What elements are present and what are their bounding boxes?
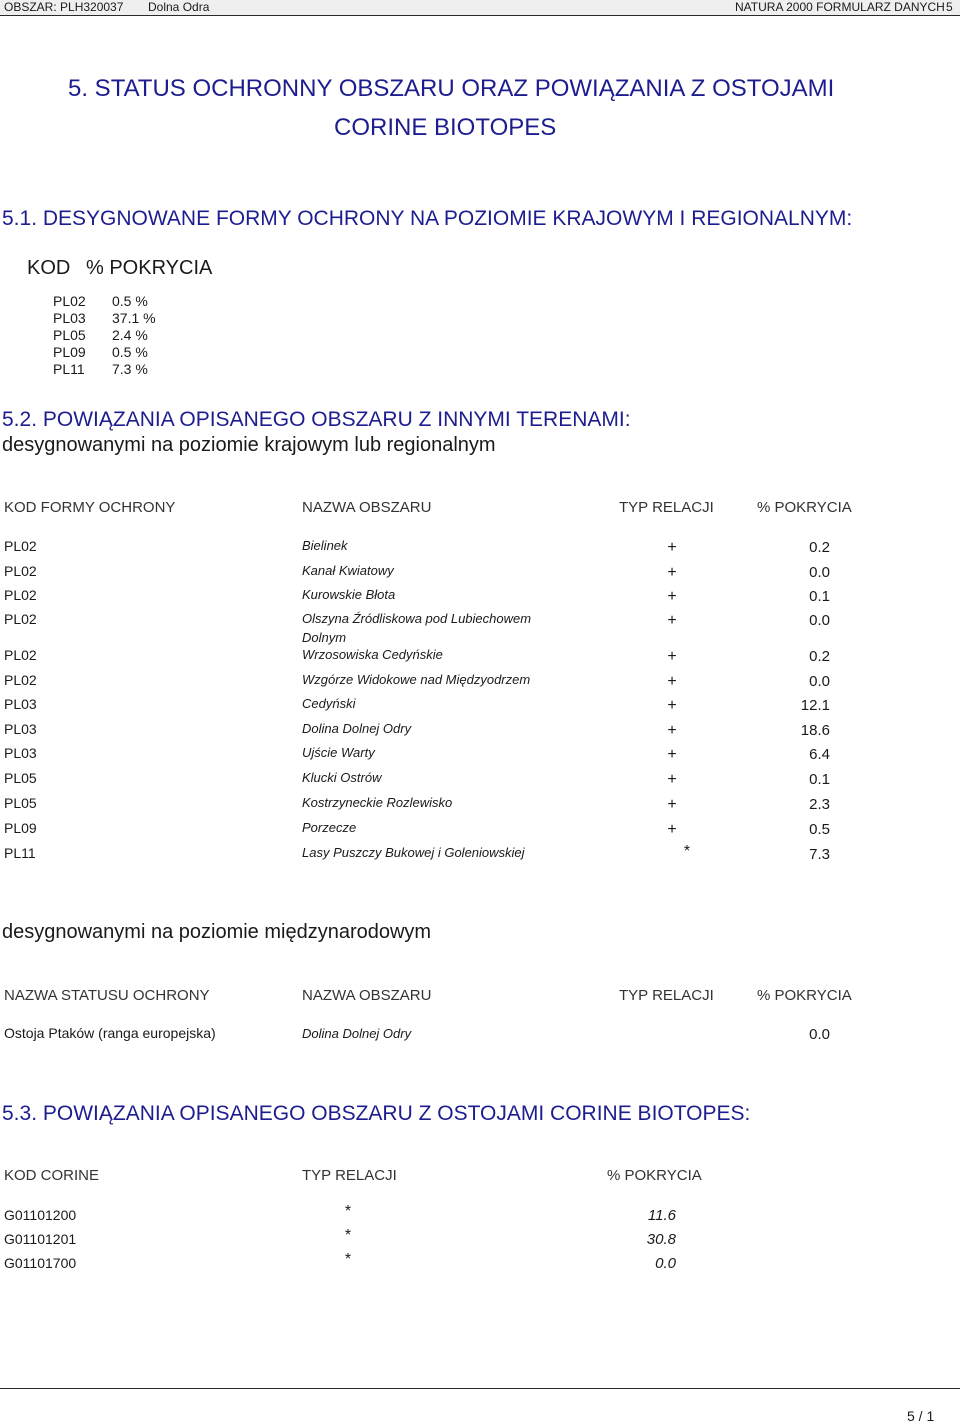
table-row-code: G01101700 [4,1255,77,1271]
table-row-code: PL03 [4,696,37,712]
table-row-cover: 18.6 [800,722,830,739]
table-row-cover: 6.4 [809,746,830,763]
table-row-cover: 7.3 [809,846,830,863]
table-row-cover: 2.3 [809,796,830,813]
section-5-2-subtitle-international: desygnowanymi na poziomie międzynarodowym [2,921,432,943]
table-row-relation: + [667,796,677,813]
table-row-relation: + [667,588,677,605]
table-row-code: PL02 [4,563,37,579]
list-item-code: PL02 [53,293,86,309]
list-item-code: PL05 [53,327,86,343]
table-row-cover: 11.6 [647,1207,676,1224]
section-5-1-title: 5.1. DESYGNOWANE FORMY OCHRONY NA POZIOMIE KRAJOWYM I REGIONALNYM: [2,207,853,230]
table-row-cover: 0.1 [809,588,830,605]
section-5-2-title: 5.2. POWIĄZANIA OPISANEGO OBSZARU Z INNYMI TERENAMI: [2,408,631,431]
table-row-status: Ostoja Ptaków (ranga europejska) [4,1025,216,1041]
table-row-code: PL02 [4,647,37,663]
table-row-relation: + [667,697,677,714]
table-row-name: Kostrzyneckie Rozlewisko [302,795,453,810]
table-row-relation: + [667,564,677,581]
header-area-name: Dolna Odra [148,0,210,14]
table-row-name: Wrzosowiska Cedyńskie [302,647,443,662]
list-item-cover: 0.5 % [112,293,148,309]
table-row-cover: 12.1 [800,697,830,714]
table-row-relation: + [667,746,677,763]
list-item-cover: 7.3 % [112,361,148,377]
national-header-code: KOD FORMY OCHRONY [4,499,176,516]
table-row-name: Bielinek [302,538,348,553]
international-header-status: NAZWA STATUSU OCHRONY [4,987,210,1004]
header-divider [0,15,960,16]
table-row-code: G01101201 [4,1231,77,1247]
table-row-code: G01101200 [4,1207,77,1223]
table-row-cover: 0.2 [809,539,830,556]
international-header-cover: % POKRYCIA [757,987,852,1004]
table-row-name: Dolina Dolnej Odry [302,1026,412,1041]
header-form-title: NATURA 2000 FORMULARZ DANYCH [735,0,945,14]
table-row-cover: 0.0 [809,673,830,690]
table-row-code: PL02 [4,672,37,688]
table-row-cover: 0.0 [809,612,830,629]
table-row-name: Olszyna Źródliskowa pod Lubiechowem Dolnym [302,611,532,645]
table-row-relation: * [344,1251,352,1268]
table-row-relation: + [667,821,677,838]
table-row-name: Dolina Dolnej Odry [302,721,412,736]
header-area-code: OBSZAR: PLH320037 [4,0,124,14]
header-page-number: 5 [946,0,953,14]
international-header-name: NAZWA OBSZARU [302,987,432,1004]
table-row-cover: 0.0 [655,1255,676,1272]
footer-divider [0,1388,960,1389]
table-row-cover: 0.5 [809,821,830,838]
page-header [0,0,960,15]
table-row-cover: 30.8 [646,1231,676,1248]
corine-header-code: KOD CORINE [4,1167,100,1184]
list-item-code: PL11 [53,361,85,377]
section-5-2-subtitle-national: desygnowanymi na poziomie krajowym lub regionalnym [2,434,496,456]
footer-page-label: 5 / 1 [907,1408,935,1424]
table-row-cover: 0.0 [809,1026,830,1043]
table-row-cover: 0.0 [809,564,830,581]
table-row-relation: + [667,771,677,788]
table-row-cover: 0.2 [809,648,830,665]
national-header-name: NAZWA OBSZARU [302,499,432,516]
list-item-cover: 37.1 % [112,310,156,326]
table-row-relation: + [667,612,677,629]
list-item-cover: 2.4 % [112,327,148,343]
table-row-relation: * [683,843,691,860]
corine-header-relation: TYP RELACJI [302,1167,397,1184]
section-5-1-col-code: KOD [27,257,71,279]
table-row-code: PL11 [4,845,36,861]
table-row-name: Kurowskie Błota [302,587,396,602]
section-5-3-title: 5.3. POWIĄZANIA OPISANEGO OBSZARU Z OSTOJAMI CORINE BIOTOPES: [2,1102,751,1125]
section-5-1-col-cover: % POKRYCIA [86,257,213,279]
national-header-cover: % POKRYCIA [757,499,852,516]
national-header-relation: TYP RELACJI [619,499,714,516]
table-row-name: Wzgórze Widokowe nad Międzyodrzem [302,672,531,687]
table-row-relation: + [667,648,677,665]
table-row-relation: + [667,722,677,739]
table-row-relation: * [344,1203,352,1220]
table-row-relation: + [667,673,677,690]
table-row-name: Lasy Puszczy Bukowej i Goleniowskiej [302,845,525,860]
table-row-name: Ujście Warty [302,745,375,760]
table-row-relation: * [344,1227,352,1244]
corine-header-cover: % POKRYCIA [607,1167,702,1184]
list-item-code: PL09 [53,344,86,360]
section-5-title-line2: CORINE BIOTOPES [334,114,557,141]
table-row-name: Klucki Ostrów [302,770,382,785]
table-row-code: PL03 [4,745,37,761]
table-row-name: Kanał Kwiatowy [302,563,394,578]
international-header-relation: TYP RELACJI [619,987,714,1004]
table-row-relation: + [667,539,677,556]
table-row-name: Porzecze [302,820,357,835]
table-row-code: PL05 [4,795,37,811]
table-row-code: PL05 [4,770,37,786]
table-row-cover: 0.1 [809,771,830,788]
table-row-code: PL02 [4,611,37,627]
list-item-cover: 0.5 % [112,344,148,360]
table-row-code: PL02 [4,587,37,603]
section-5-title-line1: 5. STATUS OCHRONNY OBSZARU ORAZ POWIĄZANIA Z OSTOJAMI [68,75,835,102]
list-item-code: PL03 [53,310,86,326]
table-row-code: PL02 [4,538,37,554]
table-row-code: PL03 [4,721,37,737]
table-row-name: Cedyński [302,696,356,711]
table-row-code: PL09 [4,820,37,836]
